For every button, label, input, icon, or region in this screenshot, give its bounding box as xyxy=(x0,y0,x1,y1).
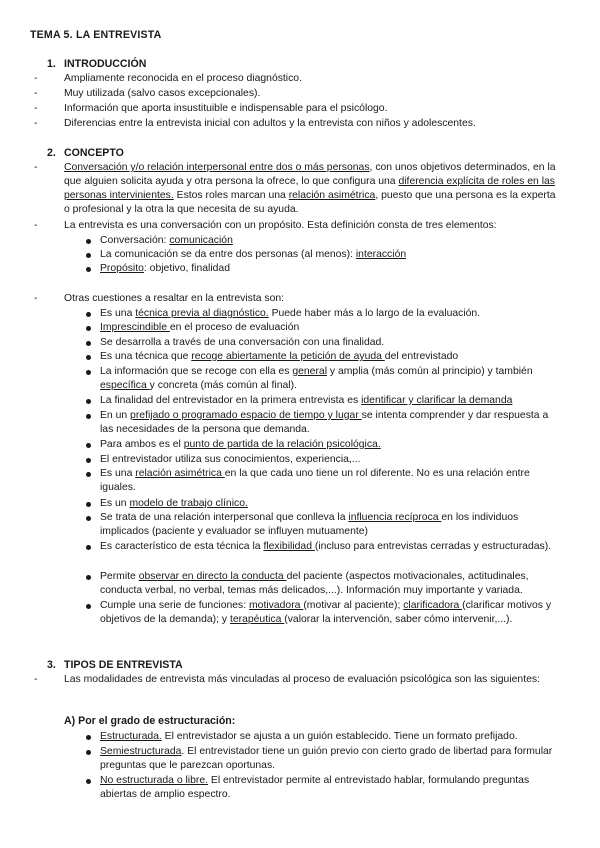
subsection-heading: A) Por el grado de estructuración: xyxy=(64,715,236,727)
list-item: La información que se recoge con ella es general y amplia (más común al principio) y también específica y concreta (más común al final). xyxy=(86,365,560,393)
list-item: Cumple una serie de funciones: motivadora (motivar al paciente); clarificadora (clarificar motivos y objetivos de la demanda); y terapéutica (valorar la intervención, saber cómo intervenir,...). xyxy=(86,599,560,627)
list-item: Semiestructurada. El entrevistador tiene un guión previo con cierto grado de libertad para formular preguntas que le parezcan oportunas. xyxy=(86,745,560,773)
concept-paragraph: - Conversación y/o relación interpersonal entre dos o más personas, con unos objetivos determinados, en la que alguien solicita ayuda y otra persona la ofrece, lo que configura una diferencia explícita de roles en las personas intervinientes. Estos roles marcan una relación asimétrica, puesto que una persona es la experta o profesional y la otra la que necesita de su ayuda. xyxy=(34,162,556,215)
list-item: - Diferencias entre la entrevista inicial con adultos y la entrevista con niños y adolescentes. xyxy=(34,118,476,129)
list-item: Es un modelo de trabajo clínico. xyxy=(86,497,560,511)
list-item: La finalidad del entrevistador en la primera entrevista es identificar y clarificar la demanda xyxy=(86,394,560,408)
list-item: En un prefijado o programado espacio de tiempo y lugar se intenta comprender y dar respuesta a las necesidades de la persona que demanda. xyxy=(86,409,560,437)
section-2-heading xyxy=(47,146,124,160)
list-item: Para ambos es el punto de partida de la relación psicológica. xyxy=(86,438,560,452)
list-item: - Otras cuestiones a resaltar en la entrevista son: xyxy=(34,293,285,304)
section-3-heading xyxy=(47,658,183,672)
element-bullet: La comunicación se da entre dos personas (al menos): interacción xyxy=(86,248,560,262)
element-bullet: Conversación: comunicación xyxy=(86,234,560,248)
list-item: Se trata de una relación interpersonal que conlleva la influencia recíproca en los individuos implicados (paciente y evaluador se influyen mutuamente) xyxy=(86,511,560,539)
section-number: 1. xyxy=(47,58,56,70)
list-item: Se desarrolla a través de una conversación con una finalidad. xyxy=(86,336,560,350)
list-item: Es característico de esta técnica la flexibilidad (incluso para entrevistas cerradas y estructuradas). xyxy=(86,540,560,554)
section-1-heading xyxy=(47,57,146,71)
list-item: No estructurada o libre. El entrevistador permite al entrevistado hablar, formulando preguntas abiertas de amplio espectro. xyxy=(86,774,560,802)
list-item: - La entrevista es una conversación con un propósito. Esta definición consta de tres elementos: xyxy=(34,220,497,231)
list-item: El entrevistador utiliza sus conocimientos, experiencia,... xyxy=(86,453,560,467)
element-bullet: Propósito: objetivo, finalidad xyxy=(86,262,560,276)
list-item: - Información que aporta insustituible e indispensable para el psicólogo. xyxy=(34,103,388,114)
list-item: Imprescindible en el proceso de evaluación xyxy=(86,321,560,335)
section-number: 2. xyxy=(47,147,56,159)
list-item: - Ampliamente reconocida en el proceso diagnóstico. xyxy=(34,73,302,84)
section-title: TIPOS DE ENTREVISTA xyxy=(64,659,183,671)
list-item: - Las modalidades de entrevista más vinculadas al proceso de evaluación psicológica son las siguientes: xyxy=(34,674,540,685)
section-title: INTRODUCCIÓN xyxy=(64,58,147,70)
list-item: - Muy utilizada (salvo casos excepcionales). xyxy=(34,88,261,99)
section-title: CONCEPTO xyxy=(64,147,124,159)
list-item: Es una relación asimétrica en la que cada uno tiene un rol diferente. No es una relación entre iguales. xyxy=(86,467,560,495)
list-item: Es una técnica que recoge abiertamente la petición de ayuda del entrevistado xyxy=(86,350,560,364)
list-item: Es una técnica previa al diagnóstico. Puede haber más a lo largo de la evaluación. xyxy=(86,307,560,321)
list-item: Permite observar en directo la conducta del paciente (aspectos motivacionales, actitudinales, conducta verbal, no verbal, temas más delicados,...). Información muy importante y variada. xyxy=(86,570,560,598)
document-title: TEMA 5. LA ENTREVISTA xyxy=(30,29,162,41)
section-number: 3. xyxy=(47,659,56,671)
list-item: Estructurada. El entrevistador se ajusta a un guión establecido. Tiene un formato prefijado. xyxy=(86,730,560,744)
